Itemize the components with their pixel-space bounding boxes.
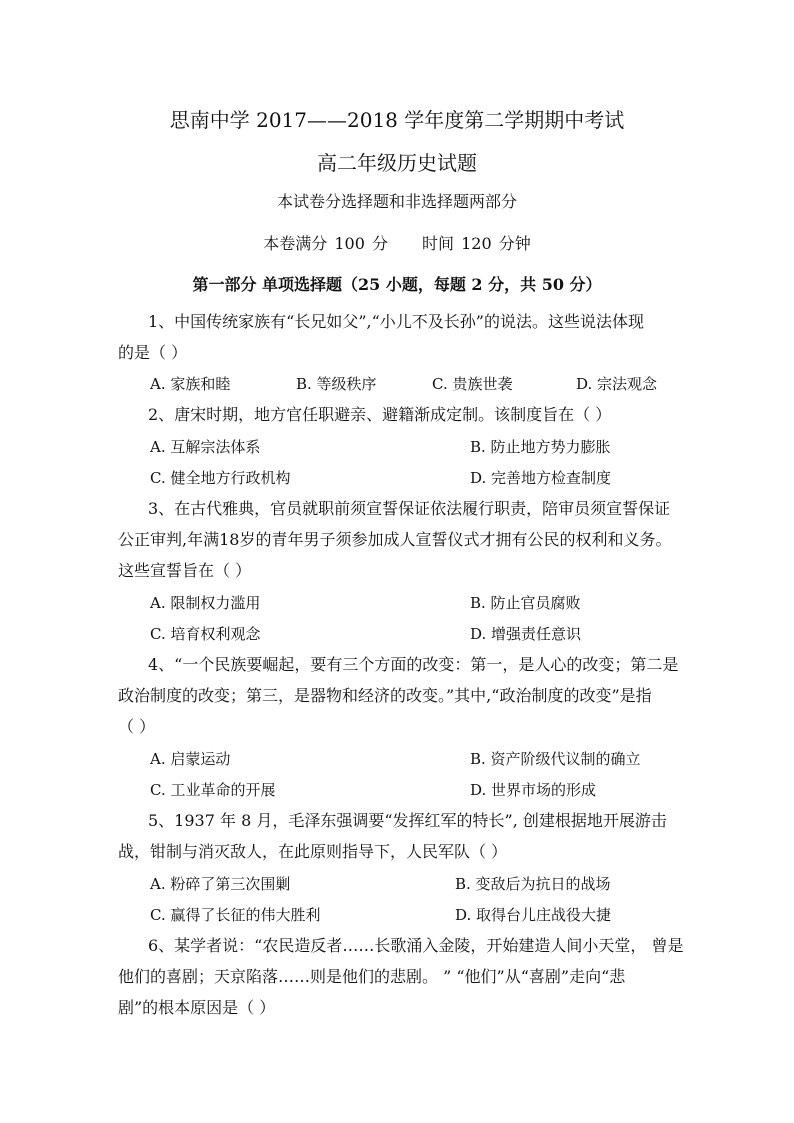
question-3-option-a: A. 限制权力滥用 <box>150 594 261 612</box>
question-4-line-1: 4、“一个民族要崛起，要有三个方面的改变：第一，是人心的改变；第二是 <box>148 655 679 674</box>
question-3-line-1: 3、在古代雅典，官员就职前须宣誓保证依法履行职责，陪审员须宣誓保证 <box>148 499 671 518</box>
full-score: 本卷满分 100 分 <box>263 234 388 253</box>
exam-score-time <box>0 231 794 254</box>
question-3-option-d: D. 增强责任意识 <box>470 625 582 643</box>
question-3-line-2: 公正审判,年满18岁的青年男子须参加成人宣誓仪式才拥有公民的权利和义务。 <box>118 530 672 549</box>
question-3-option-b: B. 防止官员腐败 <box>470 594 581 612</box>
question-5-option-b: B. 变敌后为抗日的战场 <box>455 875 611 893</box>
question-2-option-b: B. 防止地方势力膨胀 <box>470 438 611 456</box>
question-4-option-a: A. 启蒙运动 <box>150 750 231 768</box>
question-1-option-b: B. 等级秩序 <box>296 375 377 393</box>
exam-school-title: 思南中学 2017——2018 学年度第二学期期中考试 <box>169 108 625 132</box>
section-title: 第一部分 单项选择题（25 小题，每题 2 分，共 50 分） <box>192 275 602 294</box>
question-1-option-c: C. 贵族世袭 <box>432 375 513 393</box>
exam-structure-note: 本试卷分选择题和非选择题两部分 <box>276 192 517 211</box>
question-5-option-d: D. 取得台儿庄战役大捷 <box>455 906 612 924</box>
question-3-line-3: 这些宣誓旨在（ ） <box>118 561 252 580</box>
question-3-option-c: C. 培育权利观念 <box>150 625 261 643</box>
question-5-line-2: 战，钳制与消灭敌人，在此原则指导下，人民军队（ ） <box>118 842 508 861</box>
question-1-line-1: 1、中国传统家族有“长兄如父”,“小儿不及长孙”的说法。这些说法体现 <box>148 312 644 331</box>
question-1-line-2: 的是（ ） <box>118 343 188 362</box>
question-2-option-a: A. 互解宗法体系 <box>150 438 261 456</box>
question-4-option-c: C. 工业革命的开展 <box>150 781 276 799</box>
question-2-option-c: C. 健全地方行政机构 <box>150 469 291 487</box>
question-4-line-3: （ ） <box>118 717 156 736</box>
question-1-option-d: D. 宗法观念 <box>576 375 658 393</box>
question-6-line-2: 他们的喜剧；天京陷落……则是他们的悲剧。 ” “他们”从“喜剧”走向“悲 <box>118 967 626 986</box>
question-5-option-a: A. 粉碎了第三次围剿 <box>150 875 291 893</box>
time-limit: 时间 120 分钟 <box>422 234 531 253</box>
exam-subject-title: 高二年级历史试题 <box>317 151 477 175</box>
question-4-option-d: D. 世界市场的形成 <box>470 781 597 799</box>
question-1-option-a: A. 家族和睦 <box>150 375 231 393</box>
question-2-line-1: 2、唐宋时期，地方官任职避亲、避籍渐成定制。该制度旨在（ ） <box>148 405 612 424</box>
question-5-line-1: 5、1937 年 8 月，毛泽东强调要“发挥红军的特长”, 创建根据地开展游击 <box>148 811 667 830</box>
question-4-option-b: B. 资产阶级代议制的确立 <box>470 750 641 768</box>
question-6-line-1: 6、某学者说：“农民造反者……长歌涌入金陵，开始建造人间小天堂， 曾是 <box>148 936 684 955</box>
question-4-line-2: 政治制度的改变；第三，是器物和经济的改变。”其中,“政治制度的改变”是指 <box>118 686 652 705</box>
question-6-line-3: 剧”的根本原因是（ ） <box>118 998 276 1017</box>
question-5-option-c: C. 赢得了长征的伟大胜利 <box>150 906 321 924</box>
question-2-option-d: D. 完善地方检查制度 <box>470 469 612 487</box>
